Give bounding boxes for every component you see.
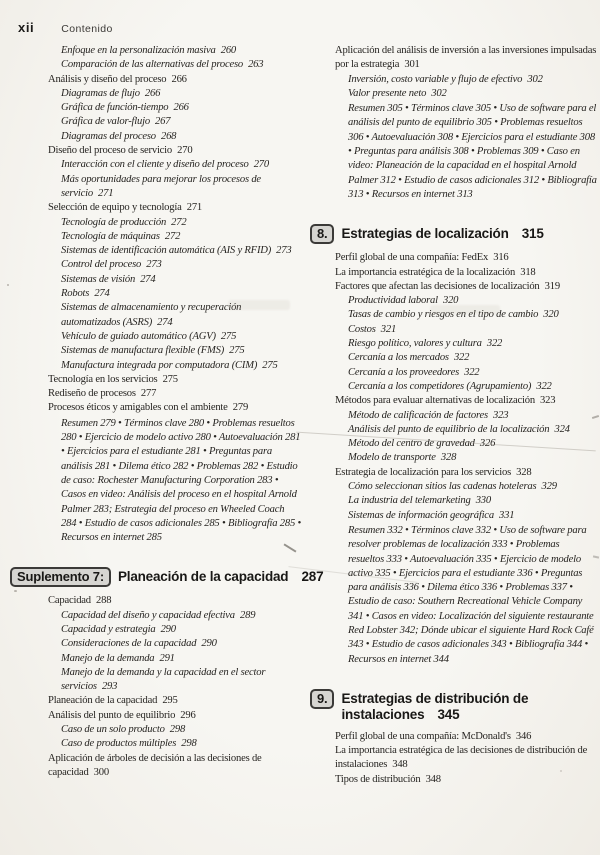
entry-page-number: 288	[90, 595, 112, 607]
toc-subentry	[61, 58, 302, 72]
entry-text: Inversión, costo variable y flujo de efectivo	[348, 73, 523, 85]
entry-page-number: 330	[470, 495, 491, 507]
toc-subentry	[61, 287, 302, 301]
entry-page-number: 322	[531, 380, 552, 392]
entry-text: Valor presente neto	[348, 87, 427, 99]
toc-column-left	[17, 44, 324, 780]
entry-text: Enfoque en la personalización masiva	[61, 45, 216, 56]
toc-subentry	[61, 637, 302, 651]
entry-page-number: 266	[139, 87, 161, 99]
toc-entry	[48, 144, 302, 158]
toc-entry	[335, 44, 597, 73]
toc-subentry	[348, 351, 597, 365]
entry-text: Diseño del proceso de servicio	[48, 145, 173, 157]
toc-entry	[48, 594, 302, 608]
entry-page-number: 274	[152, 316, 173, 328]
chapter-page-number: 287	[301, 569, 324, 585]
toc-entry	[48, 694, 302, 708]
toc-subentry	[61, 244, 302, 258]
entry-page-number: 272	[159, 230, 181, 242]
toc-subentry	[61, 87, 302, 101]
folio-page-number: xii	[18, 20, 35, 35]
entry-page-number: 279	[227, 402, 249, 414]
toc-subentry	[61, 737, 302, 751]
entry-page-number: 295	[157, 695, 178, 707]
entry-text: Control del proceso	[61, 259, 142, 271]
entry-page-number: 302	[522, 73, 543, 85]
toc-column-right	[317, 44, 597, 787]
entry-page-number: 268	[155, 130, 177, 142]
entry-text: Análisis del punto de equilibrio de la localización	[348, 423, 550, 435]
entry-text: Caso de productos múltiples	[61, 738, 177, 750]
entry-page-number: 275	[215, 330, 237, 342]
entry-page-number: 275	[224, 345, 245, 357]
entry-text: Comparación de las alternativas del proceso	[61, 59, 243, 71]
toc-subentry	[61, 666, 302, 695]
entry-text: Tecnología de producción	[61, 216, 167, 228]
toc-subentry	[61, 344, 302, 358]
chapter-heading	[310, 224, 597, 244]
entry-text: Tasas de cambio y riesgos en el tipo de cambio	[348, 309, 539, 321]
entry-text: Consideraciones de la capacidad	[61, 638, 197, 650]
toc-subentry	[348, 423, 597, 437]
entry-text: Selección de equipo y tecnología	[48, 202, 182, 214]
chapter-number-badge: 8.	[310, 224, 334, 244]
toc-entry	[335, 744, 597, 773]
entry-text: Tecnología de máquinas	[61, 230, 160, 242]
entry-page-number: 273	[141, 259, 162, 271]
entry-page-number: 267	[149, 116, 171, 128]
entry-text: Aplicación de árboles de decisión a las decisiones de capacidad	[48, 752, 262, 778]
scan-speck	[14, 590, 17, 592]
entry-text: Sistemas de visión	[61, 273, 136, 285]
entry-page-number: 322	[459, 366, 480, 378]
chapter-heading	[10, 567, 324, 587]
toc-subentry	[61, 130, 302, 144]
entry-text: Perfil global de una compañía: McDonald's	[335, 730, 511, 742]
toc-subentry	[348, 437, 597, 451]
toc-subentry	[348, 294, 597, 308]
entry-text: Diagramas del proceso	[61, 130, 156, 142]
entry-text: Sistemas de identificación automática (AIS y RFID)	[61, 245, 272, 257]
entry-text: Capacidad del diseño y capacidad efectiva	[61, 609, 235, 621]
entry-page-number: 263	[242, 59, 264, 71]
toc-entry	[335, 730, 597, 744]
toc-entry	[335, 394, 597, 408]
entry-page-number: 328	[435, 452, 457, 464]
scan-speck	[7, 284, 9, 286]
toc-subentry	[348, 380, 597, 394]
entry-page-number: 298	[164, 724, 186, 736]
chapter-title: Estrategias de localización 315	[341, 226, 544, 242]
toc-subentry	[348, 451, 597, 465]
entry-text: Tecnología en los servicios	[48, 373, 158, 385]
toc-entry	[48, 387, 302, 401]
entry-page-number: 319	[539, 280, 560, 292]
entry-page-number: 316	[488, 252, 509, 264]
entry-text: Gráfica de valor-flujo	[61, 116, 150, 128]
toc-subentry	[348, 337, 597, 351]
entry-text: La importancia estratégica de las decisiones de distribución de instalaciones	[335, 745, 588, 771]
entry-page-number: 274	[135, 273, 156, 285]
entry-page-number: 302	[426, 87, 447, 99]
toc-entry	[48, 709, 302, 723]
toc-subentry	[61, 652, 302, 666]
entry-page-number: 270	[172, 145, 193, 157]
entry-page-number: 271	[181, 202, 203, 214]
entry-page-number: 270	[248, 159, 269, 171]
entry-text: Productividad laboral	[348, 295, 438, 307]
entry-text: Diagramas de flujo	[61, 87, 140, 99]
toc-entry	[335, 266, 597, 280]
study-aids-block	[61, 417, 302, 546]
entry-page-number: 272	[166, 216, 187, 228]
toc-subentry	[348, 494, 597, 508]
entry-text: Cómo seleccionan sitios las cadenas hoteleras	[348, 481, 537, 493]
toc-entry	[48, 401, 302, 415]
entry-page-number: 326	[474, 438, 496, 450]
toc-subentry	[61, 609, 302, 623]
entry-text: Modelo de transporte	[348, 452, 436, 464]
chapter-page-number: 345	[437, 706, 460, 722]
entry-text: Más oportunidades para mejorar los procesos de servicio	[61, 173, 261, 199]
entry-text: Capacidad y estrategia	[61, 623, 156, 635]
running-header-title: Contenido	[61, 23, 113, 35]
toc-subentry	[348, 480, 597, 494]
entry-page-number: 318	[515, 266, 536, 278]
entry-text: Método de calificación de factores	[348, 409, 488, 421]
entry-page-number: 331	[493, 509, 515, 521]
toc-subentry	[348, 87, 597, 101]
toc-subentry	[61, 723, 302, 737]
entry-page-number: 322	[481, 338, 503, 350]
entry-page-number: 322	[448, 352, 470, 364]
entry-text: Sistemas de manufactura flexible (FMS)	[61, 345, 225, 357]
toc-subentry	[61, 230, 302, 244]
entry-text: Estrategia de localización para los servicios	[335, 466, 512, 478]
toc-entry	[335, 466, 597, 480]
entry-text: Capacidad	[48, 595, 91, 607]
toc-subentry	[348, 308, 597, 322]
page-header	[18, 20, 113, 35]
entry-text: Perfil global de una compañía: FedEx	[335, 252, 489, 264]
chapter-title: Planeación de la capacidad 287	[117, 569, 324, 585]
entry-text: Riesgo político, valores y cultura	[348, 338, 482, 350]
entry-page-number: 328	[511, 466, 532, 478]
toc-subentry	[61, 301, 302, 330]
entry-page-number: 289	[234, 609, 256, 621]
toc-entry	[48, 201, 302, 215]
entry-text: Resumen 332 • Términos clave 332 • Uso de software para resolver problemas de localización 333 • Problemas resueltos 333 • Autoevaluación 335 • Ejercicio de modelo activo 335 • Ejercicios para el estudiante 336 • Preguntas para análisis 336 • Dilema ético 336 • Problemas 337 • Estudio de caso: Southern Recreational Vehicle Company 341 • Casos en video: Localización del siguiente restaurante Red Lobster 342; Dónde ubicar el siguiente Hard Rock Café 343 • Estudio de casos adicionales 343 • Bibliografía 344 • Recursos en internet 344	[348, 524, 594, 665]
entry-text: Análisis y diseño del proceso	[48, 73, 167, 85]
entry-page-number: 273	[271, 245, 292, 257]
entry-text: Interacción con el cliente y diseño del proceso	[61, 159, 249, 171]
entry-text: Análisis del punto de equilibrio	[48, 709, 176, 721]
toc-entry	[48, 373, 302, 387]
toc-subentry	[61, 330, 302, 344]
entry-text: Sistemas de información geográfica	[348, 509, 494, 521]
entry-page-number: 301	[399, 59, 420, 71]
entry-page-number: 290	[196, 638, 217, 650]
entry-page-number: 300	[88, 766, 109, 778]
entry-text: Manufactura integrada por computadora (CIM)	[61, 359, 258, 371]
entry-page-number: 290	[155, 623, 176, 635]
toc-entry	[48, 752, 302, 781]
entry-text: Manejo de la demanda	[61, 652, 155, 664]
entry-text: Procesos éticos y amigables con el ambiente	[48, 402, 228, 414]
entry-text: Robots	[61, 288, 90, 300]
entry-text: La importancia estratégica de la localización	[335, 266, 516, 278]
toc-subentry	[61, 359, 302, 373]
entry-text: Resumen 279 • Términos clave 280 • Problemas resueltos 280 • Ejercicio de modelo activo 280 • Autoevaluación 281 • Ejercicios para el estudiante 281 • Preguntas para análisis 281 • Dilema ético 282 • Problemas 282 • Estudio de caso: Rochester Manufacturing Corporation 283 • Casos en video: Análisis del proceso en el hospital Arnold Palmer 283; Estrategia del proceso en Wheeled Coach 284 • Estudio de casos adicionales 285 • Bibliografía 285 • Recursos en internet 285	[61, 417, 302, 544]
entry-text: La industria del telemarketing	[348, 495, 471, 507]
chapter-title: Estrategias de distribución de instalaciones 345	[341, 690, 529, 722]
entry-page-number: 323	[534, 395, 556, 407]
entry-text: Gráfica de función-tiempo	[61, 102, 169, 114]
entry-page-number: 348	[420, 773, 441, 785]
entry-page-number: 346	[510, 730, 532, 742]
toc-entry	[48, 73, 302, 87]
toc-subentry	[348, 323, 597, 337]
toc-subentry	[61, 101, 302, 115]
entry-page-number: 323	[487, 409, 509, 421]
entry-text: Aplicación del análisis de inversión a las inversiones impulsadas por la estrategia	[335, 45, 597, 71]
chapter-number-badge: 9.	[310, 689, 334, 709]
entry-page-number: 293	[96, 681, 118, 693]
entry-page-number: 324	[549, 423, 570, 435]
entry-page-number: 275	[157, 373, 178, 385]
entry-page-number: 320	[538, 309, 559, 321]
toc-entry	[335, 280, 597, 294]
entry-page-number: 274	[89, 288, 110, 300]
toc-subentry	[61, 216, 302, 230]
entry-page-number: 321	[375, 323, 397, 335]
entry-text: Caso de un solo producto	[61, 724, 165, 736]
chapter-heading	[310, 689, 597, 723]
chapter-number-badge: Suplemento 7:	[10, 567, 111, 587]
toc-subentry	[61, 158, 302, 172]
toc-subentry	[348, 409, 597, 423]
entry-page-number: 271	[92, 187, 114, 199]
entry-text: Factores que afectan las decisiones de localización	[335, 280, 540, 292]
entry-text: Rediseño de procesos	[48, 388, 136, 400]
toc-subentry	[61, 623, 302, 637]
entry-text: Cercanía a los mercados	[348, 352, 449, 364]
entry-page-number: 348	[387, 759, 408, 771]
entry-text: Cercanía a los competidores (Agrupamiento)	[348, 380, 532, 392]
entry-page-number: 275	[257, 359, 278, 371]
entry-text: Resumen 305 • Términos clave 305 • Uso de software para el análisis del punto de equilibrio 305 • Problemas resueltos 306 • Autoevaluación 308 • Ejercicios para el estudiante 308 • Preguntas para análisis 308 • Problemas 309 • Caso en video: Planeación de la capacidad en el hospital Arnold Palmer 312 • Estudio de casos adicionales 312 • Bibliografía 313 • Recursos en internet 313	[348, 103, 597, 200]
toc-subentry	[348, 73, 597, 87]
entry-text: Sistemas de almacenamiento y recuperación automatizados (ASRS)	[61, 302, 242, 328]
entry-page-number: 320	[437, 295, 459, 307]
study-aids-block	[348, 102, 597, 202]
entry-page-number: 291	[154, 652, 175, 664]
entry-page-number: 298	[176, 738, 197, 750]
chapter-page-number: 315	[521, 226, 544, 242]
entry-text: Tipos de distribución	[335, 773, 421, 785]
entry-page-number: 266	[166, 73, 187, 85]
entry-text: Costos	[348, 323, 376, 335]
entry-text: Planeación de la capacidad	[48, 695, 158, 707]
toc-subentry	[61, 273, 302, 287]
toc-subentry	[348, 509, 597, 523]
toc-entry	[335, 251, 597, 265]
toc-subentry	[61, 115, 302, 129]
entry-page-number: 296	[175, 709, 196, 721]
toc-subentry	[348, 366, 597, 380]
entry-text: Vehículo de guiado automático (AGV)	[61, 330, 216, 342]
entry-page-number: 266	[168, 102, 189, 114]
entry-page-number: 260	[215, 45, 237, 56]
toc-subentry	[61, 258, 302, 272]
entry-text: Método del centro de gravedad	[348, 438, 475, 450]
study-aids-block	[348, 524, 597, 667]
toc-subentry	[61, 44, 302, 58]
entry-page-number: 277	[135, 388, 157, 400]
entry-page-number: 329	[536, 481, 557, 493]
entry-text: Manejo de la demanda y la capacidad en el sector servicios	[61, 666, 266, 693]
toc-entry	[335, 773, 597, 787]
entry-text: Métodos para evaluar alternativas de localización	[335, 395, 535, 407]
toc-subentry	[61, 173, 302, 202]
entry-text: Cercanía a los proveedores	[348, 366, 460, 378]
